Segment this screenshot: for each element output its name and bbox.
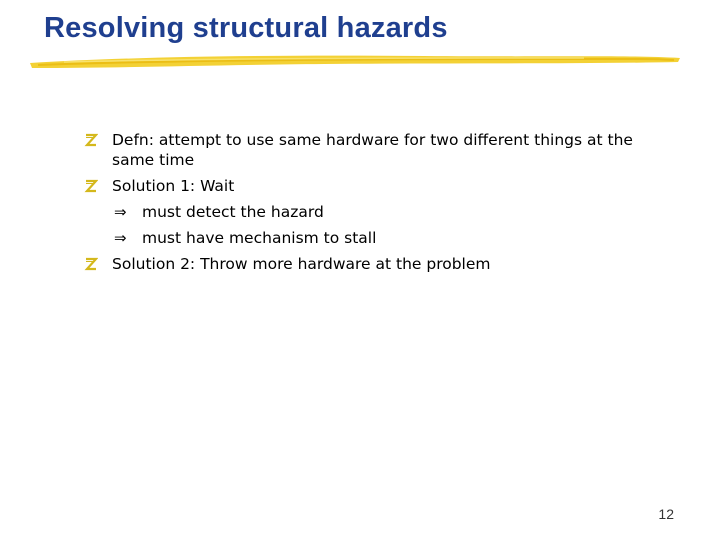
bullet-text: Defn: attempt to use same hardware for two different things at the same time [112, 131, 633, 169]
bullet-item [84, 130, 644, 170]
page-number: 12 [658, 506, 674, 522]
sub-bullet-item [84, 202, 644, 222]
z-bullet-icon [84, 179, 98, 193]
implies-arrow-icon: ⇒ [114, 203, 127, 221]
sub-bullet-text: must detect the hazard [142, 203, 324, 221]
z-bullet-icon [84, 133, 98, 147]
bullet-item [84, 176, 644, 196]
z-bullet-icon [84, 257, 98, 271]
implies-arrow-icon: ⇒ [114, 229, 127, 247]
sub-bullet-item [84, 228, 644, 248]
bullet-text: Solution 2: Throw more hardware at the problem [112, 255, 491, 273]
slide-title: Resolving structural hazards [44, 12, 448, 44]
bullet-text: Solution 1: Wait [112, 177, 235, 195]
bullet-list [84, 130, 644, 280]
sub-bullet-text: must have mechanism to stall [142, 229, 377, 247]
bullet-item [84, 254, 644, 274]
title-underline [24, 46, 684, 74]
